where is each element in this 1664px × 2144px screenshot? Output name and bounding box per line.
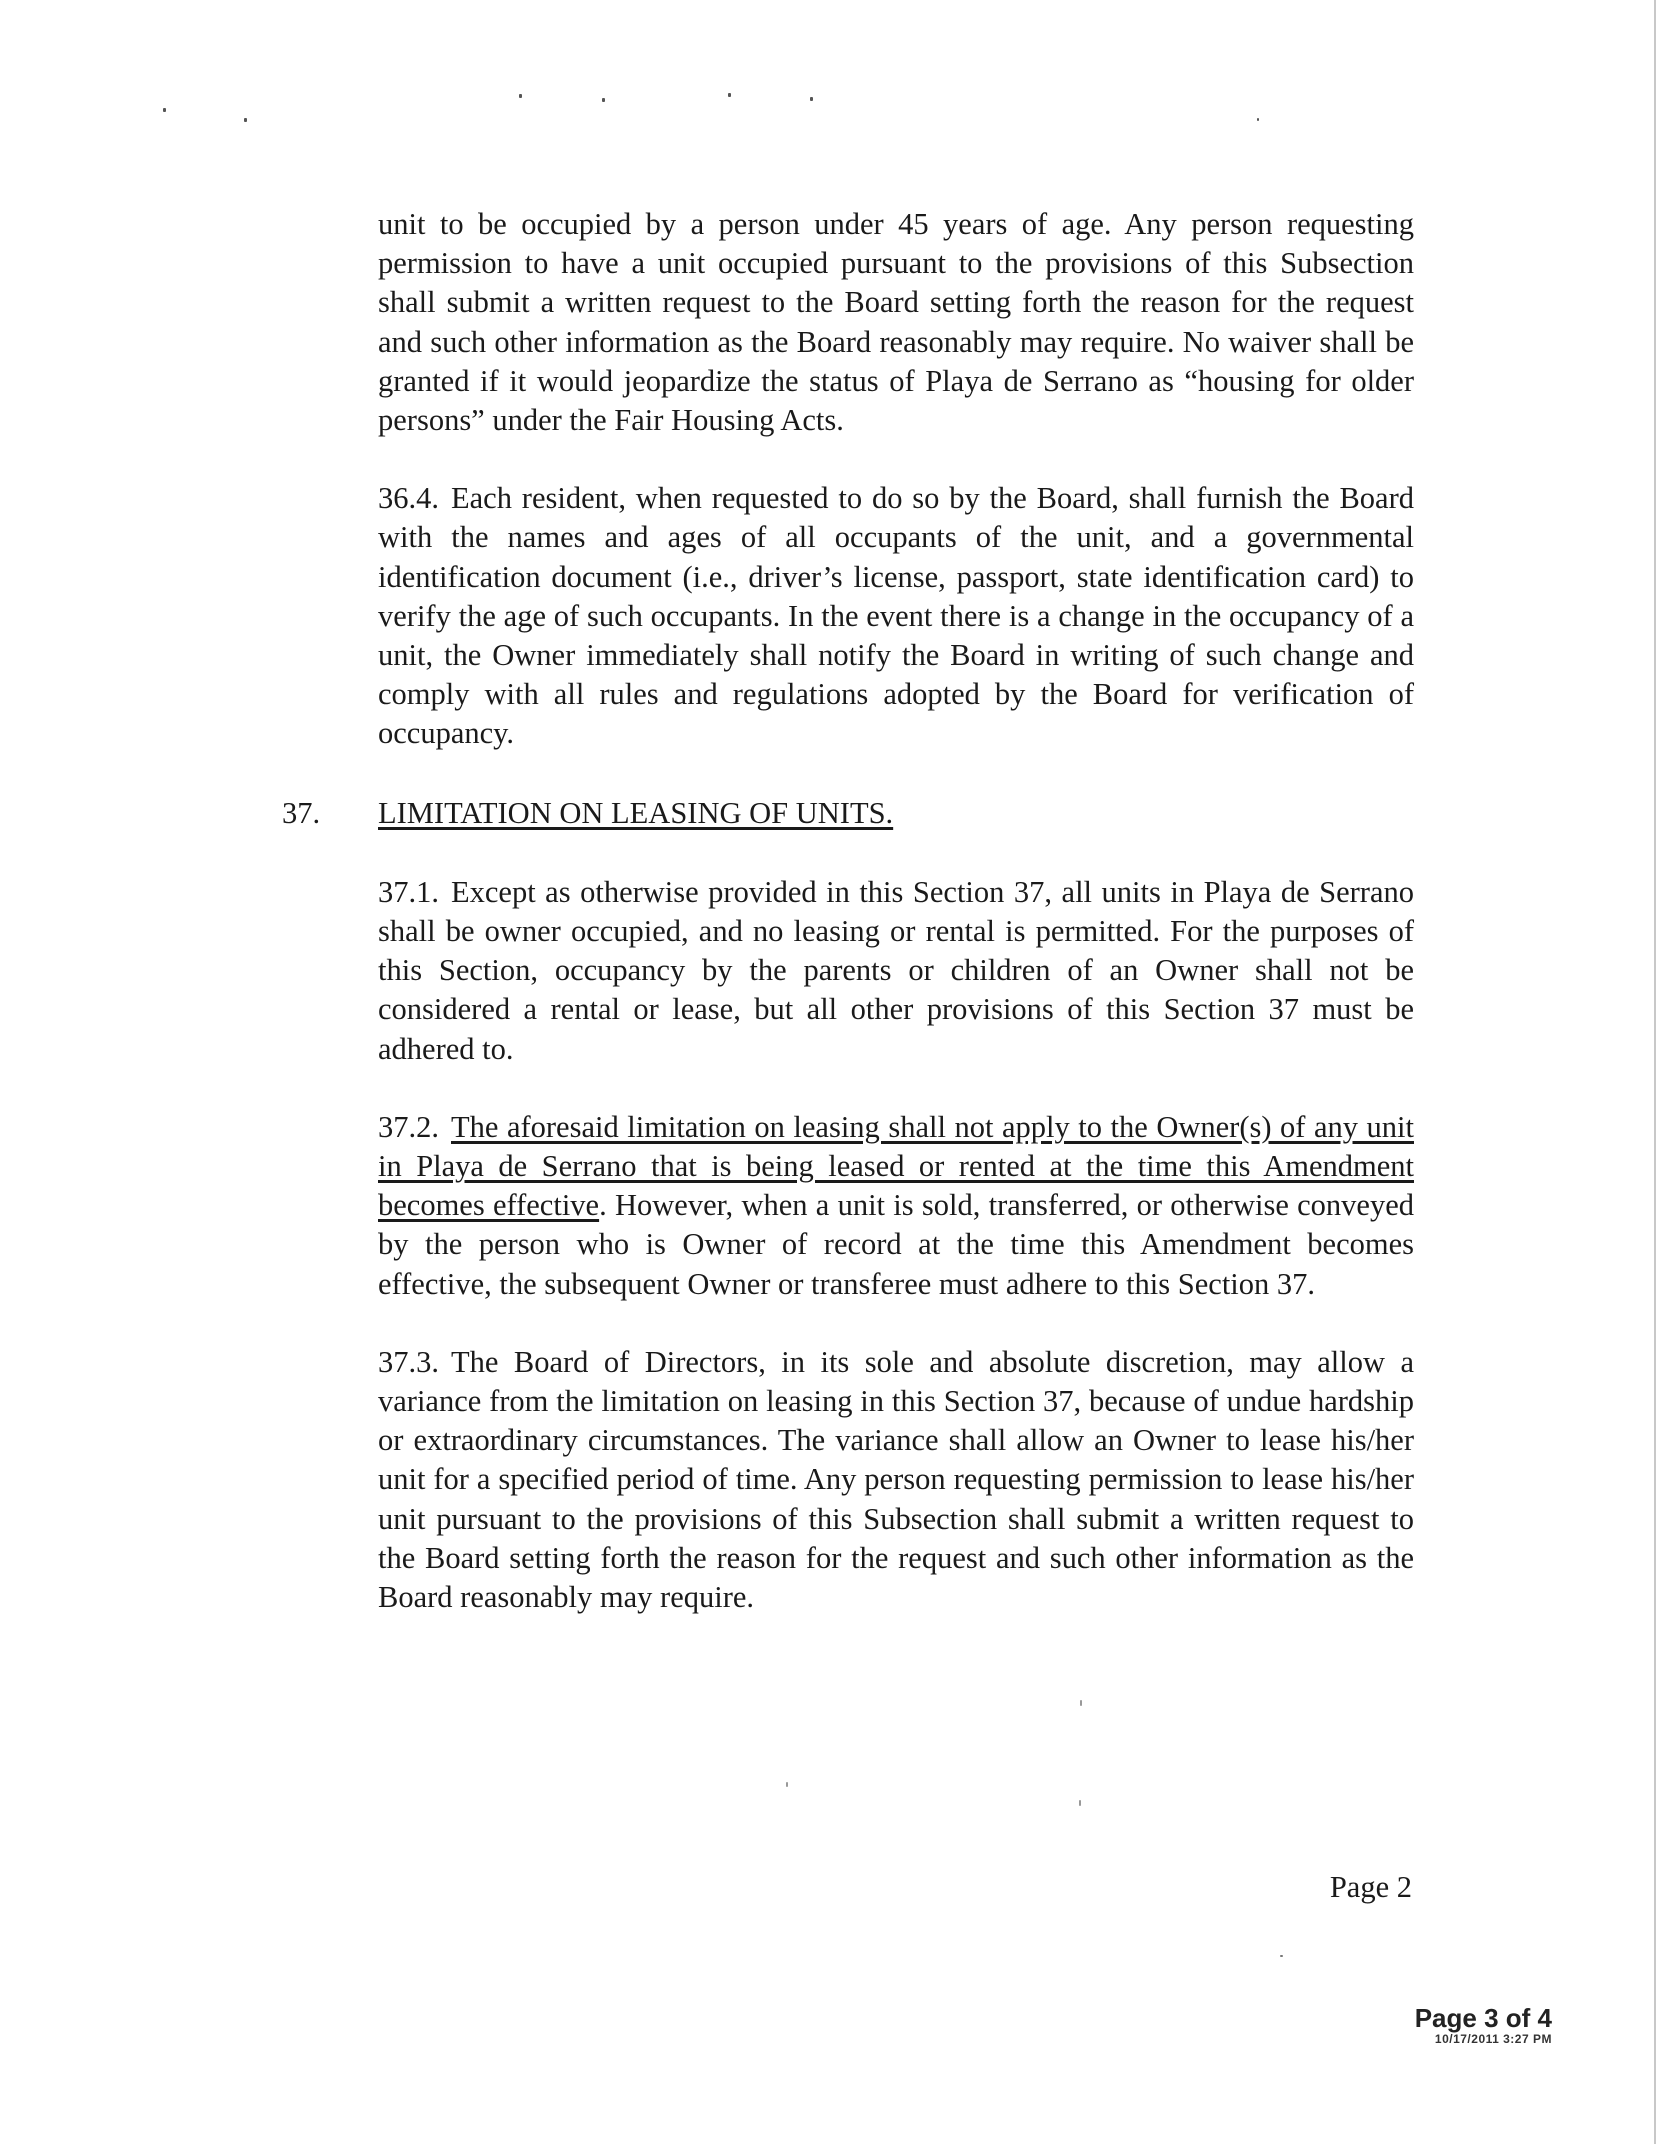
paragraph-text: Each resident, when requested to do so by the Board, shall furnish the Board with the names and ages of all occupants of the unit, and a governmental identification document (i.e., driver’s license, passport, state identification card) to verify the age of such occupants. In the event there is a change in the occupancy of a unit, the Owner immediately shall notify the Board in writing of such change and comply with all rules and regulations adopted by the Board for verification of occupancy.: [378, 481, 1414, 751]
section-heading: [282, 794, 1414, 833]
scan-page-edge: [1654, 0, 1656, 2144]
scan-speck: [602, 98, 605, 102]
scan-speck: [163, 108, 166, 112]
scan-speck: [1280, 1955, 1283, 1957]
paragraph-37-1: [378, 873, 1414, 1069]
subsection-number: 36.4.: [378, 481, 439, 516]
scan-speck: [1079, 1800, 1081, 1806]
paragraph-36-4: [378, 479, 1414, 753]
paragraph-37-3: [378, 1343, 1414, 1617]
document-body: [282, 205, 1414, 1617]
scan-speck: [786, 1782, 788, 1787]
scan-speck: [244, 118, 247, 122]
subsection-number: 37.2.: [378, 1109, 439, 1144]
section-title: LIMITATION ON LEASING OF UNITS.: [378, 795, 894, 830]
paragraph-37-2: [378, 1108, 1414, 1304]
paragraph-text: unit to be occupied by a person under 45 years of age. Any person requesting permission to have a unit occupied pursuant to the provisions of this Subsection shall submit a written request to the Board setting forth the reason for the request and such other information as the Board reasonably may require. No waiver shall be granted if it would jeopardize the status of Playa de Serrano as “housing for older persons” under the Fair Housing Acts.: [378, 207, 1414, 438]
paragraph-text: Except as otherwise provided in this Section 37, all units in Playa de Serrano shall be owner occupied, and no leasing or rental is permitted. For the purposes of this Section, occupancy by the parents or children of an Owner shall not be considered a rental or lease, but all other provisions of this Section 37 must be adhered to.: [378, 874, 1414, 1066]
page-number: Page 2: [1329, 1870, 1412, 1904]
section-number: 37.: [282, 795, 321, 830]
scan-speck: [728, 93, 731, 97]
scan-speck: [1257, 118, 1259, 121]
subsection-number: 37.3.: [378, 1344, 439, 1379]
scan-speck: [810, 97, 813, 101]
subsection-number: 37.1.: [378, 874, 439, 909]
fax-page-count: Page 3 of 4: [1414, 2003, 1552, 2033]
scan-speck: [1080, 1700, 1082, 1706]
paragraph-text: The Board of Directors, in its sole and absolute discretion, may allow a variance from the limitation on leasing in this Section 37, because of undue hardship or extraordinary circumstances. The variance shall allow an Owner to lease his/her unit for a specified period of time. Any person requesting permission to lease his/her unit pursuant to the provisions of this Subsection shall submit a written request to the Board setting forth the reason for the request and such other information as the Board reasonably may require.: [378, 1344, 1414, 1615]
underlined-text: The aforesaid limitation on leasing shall not apply to the Owner(s) of any unit in Playa de Serrano that is being leased or rented at the time this Amendment becomes effective: [378, 1109, 1414, 1223]
paragraph-text: . However, when a unit is sold, transferred, or otherwise conveyed by the person who is Owner of record at the time this Amendment becomes effective, the subsequent Owner or transferee must adhere to this Section 37.: [378, 1188, 1414, 1301]
fax-timestamp: 10/17/2011 3:27 PM: [1434, 2032, 1552, 2046]
scan-speck: [519, 94, 522, 98]
paragraph-36-3-continued: [378, 205, 1414, 440]
fax-footer: [1415, 2004, 1552, 2046]
